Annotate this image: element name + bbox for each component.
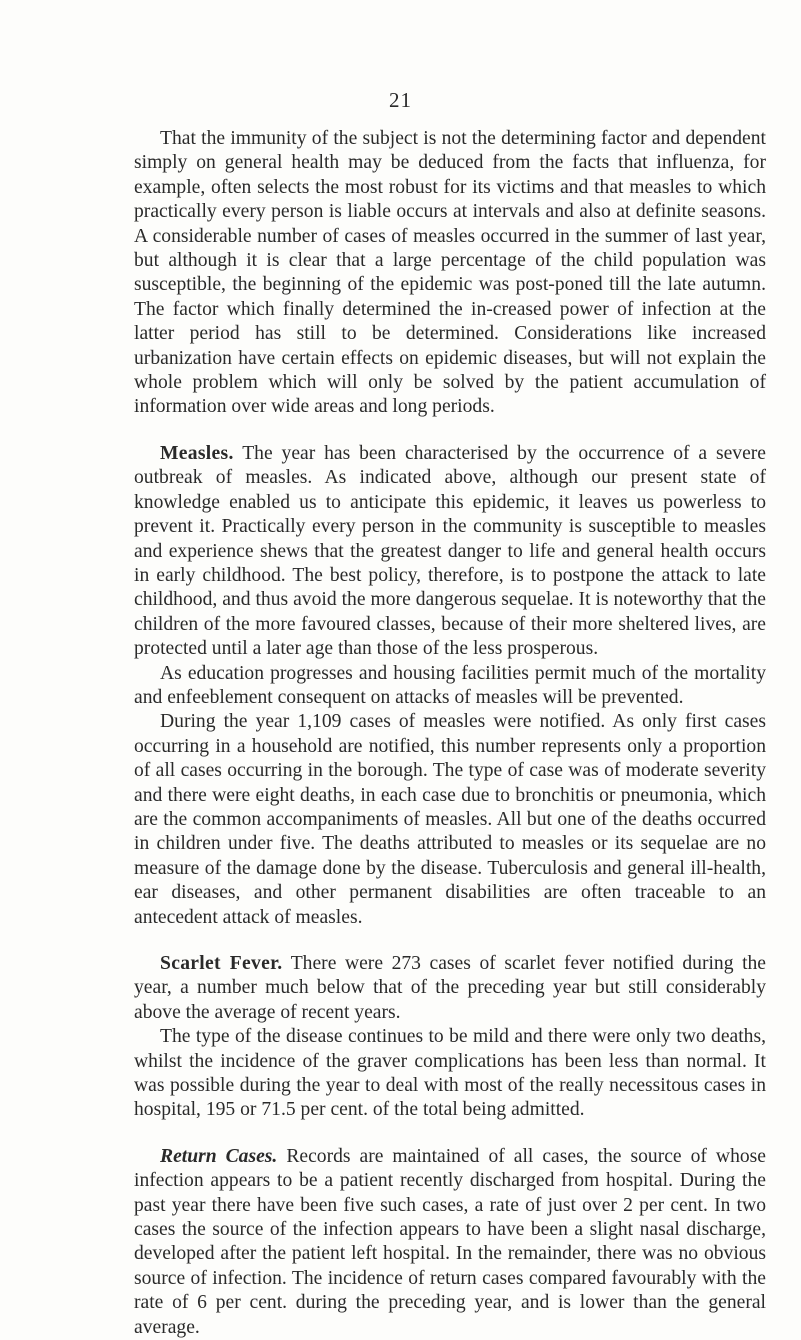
page-number: 21: [389, 88, 412, 112]
return-cases-paragraph: [134, 1145, 766, 1340]
scarlet-fever-paragraph-1: [134, 952, 766, 1025]
scarlet-fever-heading: Scarlet Fever.: [160, 953, 283, 974]
return-cases-text: Records are maintained of all cases, the source of whose infection appears to be a patient recently discharged from hospital. During the past year there have been five such cases, a rate of just over 2 per cent. In two cases the source of the infection appears to have been a slight nasal discharge, developed after the patient left hospital. In the remainder, there was no obvious source of infection. The incidence of return cases compared favourably with the rate of 6 per cent. during the preceding year, and is lower than the general average.: [134, 1145, 766, 1338]
scarlet-fever-paragraph-1-text: There were 273 cases of scarlet fever notified during the year, a number much below that of the preceding year but still considerably above the average of recent years.: [134, 953, 767, 1023]
document-body: [134, 127, 766, 1340]
measles-paragraph-2: As education progresses and housing facilities permit much of the mortality and enfeeblement consequent on attacks of measles will be prevented.: [134, 662, 766, 708]
return-cases-heading: Return Cases.: [160, 1145, 278, 1167]
measles-heading: Measles.: [160, 442, 234, 464]
intro-paragraph: That the immunity of the subject is not the determining factor and dependent simply on general health may be deduced from the facts that influenza, for example, often selects the most robust for its victims and that measles to which practically every person is liable occurs at intervals and also at definite seasons. A considerable number of cases of measles occurred in the summer of last year, but although it is clear that a large percentage of the child population was susceptible, the beginning of the epidemic was post-poned till the late autumn. The factor which finally determined the in-creased power of infection at the latter period has still to be determined. Considerations like increased urbanization have certain effects on epidemic diseases, but will not explain the whole problem which will only be solved by the patient accumulation of information over wide areas and long periods.: [134, 128, 766, 418]
measles-paragraph-1-text: The year has been characterised by the occurrence of a severe outbreak of measles. As indicated above, although our present state of knowledge enabled us to anticipate this epidemic, it leaves us powerless to prevent it. Practically every person in the community is susceptible to measles and experience shews that the greatest danger to life and general health occurs in early childhood. The best policy, therefore, is to postpone the attack to late childhood, and thus avoid the more dangerous sequelae. It is noteworthy that the children of the more favoured classes, because of their more sheltered lives, are protected until a later age than those of the less prosperous.: [134, 442, 766, 660]
scarlet-fever-paragraph-2: The type of the disease continues to be mild and there were only two deaths, whilst the incidence of the graver complications has been less than normal. It was possible during the year to deal with most of the really necessitous cases in hospital, 195 or 71.5 per cent. of the total being admitted.: [134, 1026, 766, 1121]
measles-paragraph-1: [134, 442, 766, 662]
measles-paragraph-3: During the year 1,109 cases of measles were notified. As only first cases occurring in a household are notified, this number represents only a proportion of all cases occurring in the borough. The type of case was of moderate severity and there were eight deaths, in each case due to bronchitis or pneumonia, which are the common accompaniments of measles. All but one of the deaths occurred in children under five. The deaths attributed to measles or its sequelae are no measure of the damage done by the disease. Tuberculosis and general ill-health, ear diseases, and other permanent disabilities are often traceable to an antecedent attack of measles.: [134, 711, 766, 928]
